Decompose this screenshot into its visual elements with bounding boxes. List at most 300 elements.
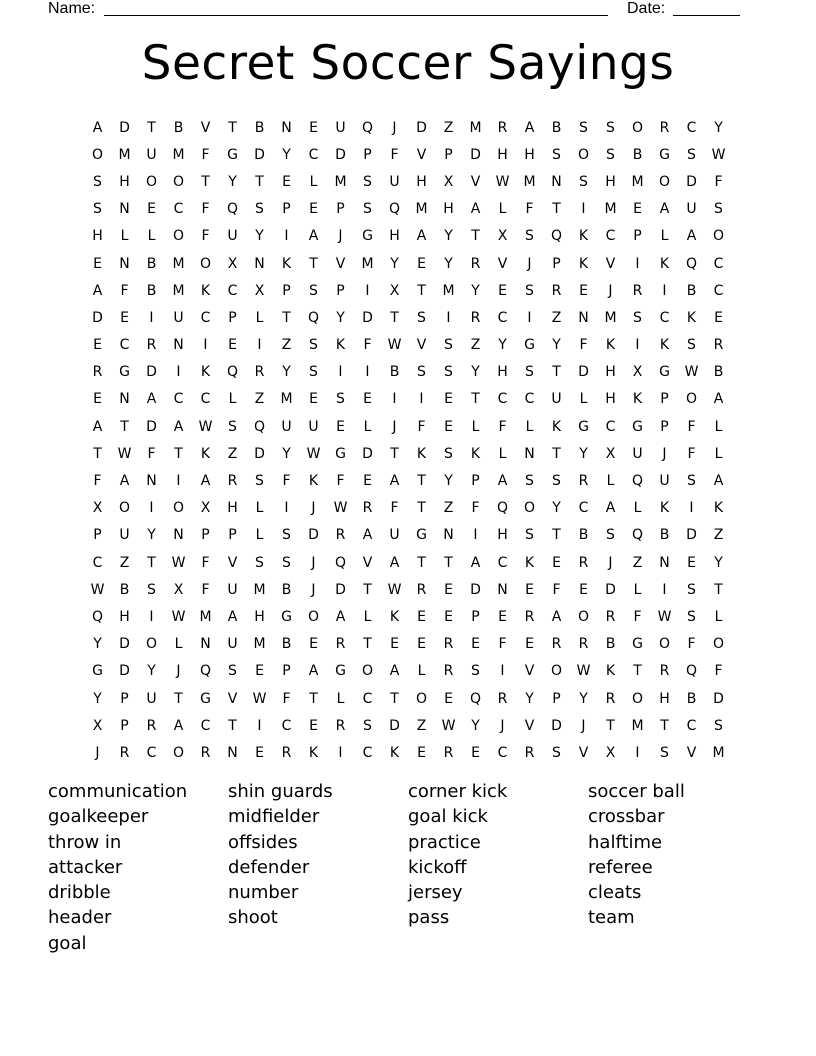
grid-letter: Q xyxy=(388,201,401,218)
grid-letter: Y xyxy=(471,364,480,381)
grid-letter: Z xyxy=(470,337,481,354)
grid-letter: M xyxy=(280,391,293,408)
grid-letter: I xyxy=(284,500,289,517)
grid-letter: G xyxy=(632,636,643,653)
grid-letter: L xyxy=(525,418,534,435)
grid-letter: M xyxy=(334,173,347,190)
grid-letter: A xyxy=(470,201,481,218)
grid-letter: N xyxy=(119,391,130,408)
grid-letter: E xyxy=(120,309,129,326)
grid-letter: H xyxy=(119,608,130,625)
grid-letter: P xyxy=(471,473,480,490)
grid-letter: L xyxy=(174,636,183,653)
grid-letter: U xyxy=(281,418,292,435)
grid-letter: E xyxy=(309,717,318,734)
grid-row xyxy=(84,413,732,440)
grid-letter: S xyxy=(444,337,453,354)
grid-letter: I xyxy=(284,228,289,245)
grid-letter: J xyxy=(95,744,100,761)
grid-row xyxy=(84,549,732,576)
grid-letter: E xyxy=(336,418,345,435)
grid-letter: E xyxy=(525,581,534,598)
grid-letter: F xyxy=(633,608,642,625)
grid-letter: B xyxy=(632,146,643,163)
grid-letter: H xyxy=(497,146,508,163)
grid-letter: I xyxy=(365,364,370,381)
grid-letter: E xyxy=(147,201,156,218)
grid-letter: J xyxy=(527,255,532,272)
grid-letter: K xyxy=(686,309,697,326)
grid-letter: S xyxy=(255,554,264,571)
grid-letter: G xyxy=(200,690,211,707)
grid-letter: L xyxy=(471,418,480,435)
grid-letter: M xyxy=(361,255,374,272)
grid-letter: Q xyxy=(685,663,698,680)
grid-letter: X xyxy=(389,282,400,299)
grid-letter: U xyxy=(335,119,346,136)
grid-letter: D xyxy=(146,418,157,435)
grid-letter: O xyxy=(685,391,698,408)
grid-letter: T xyxy=(282,309,291,326)
grid-letter: O xyxy=(658,636,671,653)
word-list-item: crossbar xyxy=(588,806,665,828)
grid-letter: V xyxy=(686,744,697,761)
grid-letter: E xyxy=(714,309,723,326)
grid-letter: A xyxy=(686,228,697,245)
grid-letter: A xyxy=(92,418,103,435)
grid-letter: E xyxy=(309,119,318,136)
grid-letter: E xyxy=(390,636,399,653)
word-list-item: dribble xyxy=(48,882,111,904)
grid-letter: H xyxy=(254,608,265,625)
grid-letter: G xyxy=(227,146,238,163)
word-list-item: shoot xyxy=(228,907,278,929)
grid-letter: N xyxy=(281,119,292,136)
grid-letter: V xyxy=(416,337,427,354)
grid-letter: M xyxy=(253,581,266,598)
grid-letter: A xyxy=(605,500,616,517)
grid-letter: O xyxy=(658,173,671,190)
grid-letter: I xyxy=(500,663,505,680)
grid-letter: T xyxy=(228,119,237,136)
word-list-item: halftime xyxy=(588,831,663,853)
grid-letter: A xyxy=(389,473,400,490)
grid-letter: R xyxy=(200,744,211,761)
grid-letter: H xyxy=(92,228,103,245)
grid-letter: S xyxy=(633,309,642,326)
grid-letter: A xyxy=(470,554,481,571)
grid-letter: C xyxy=(200,309,211,326)
grid-letter: B xyxy=(686,282,697,299)
grid-letter: E xyxy=(93,337,102,354)
grid-letter: R xyxy=(632,282,643,299)
grid-letter: K xyxy=(200,364,211,381)
grid-letter: Y xyxy=(498,337,507,354)
grid-letter: M xyxy=(172,255,185,272)
grid-letter: R xyxy=(551,636,562,653)
grid-letter: O xyxy=(523,500,536,517)
grid-row xyxy=(84,304,732,331)
grid-letter: Y xyxy=(579,690,588,707)
grid-letter: V xyxy=(200,119,211,136)
grid-letter: D xyxy=(605,581,616,598)
grid-letter: E xyxy=(309,391,318,408)
grid-letter: C xyxy=(497,744,508,761)
grid-letter: E xyxy=(363,391,372,408)
grid-letter: R xyxy=(146,337,157,354)
grid-letter: L xyxy=(660,228,669,245)
grid-letter: O xyxy=(145,636,158,653)
grid-letter: L xyxy=(228,391,237,408)
word-list-item: referee xyxy=(588,856,653,878)
grid-letter: D xyxy=(551,717,562,734)
grid-letter: R xyxy=(659,119,670,136)
grid-letter: T xyxy=(417,554,426,571)
grid-letter: U xyxy=(146,690,157,707)
date-label: Date: xyxy=(627,0,666,17)
grid-letter: T xyxy=(147,554,156,571)
grid-row xyxy=(84,712,732,739)
grid-letter: X xyxy=(632,364,643,381)
grid-letter: S xyxy=(687,581,696,598)
grid-letter: P xyxy=(660,391,669,408)
grid-letter: H xyxy=(524,146,535,163)
grid-letter: E xyxy=(471,636,480,653)
grid-letter: W xyxy=(387,337,402,354)
grid-letter: Q xyxy=(334,554,347,571)
grid-letter: A xyxy=(92,119,103,136)
grid-letter: L xyxy=(336,690,345,707)
grid-letter: D xyxy=(119,119,130,136)
grid-letter: S xyxy=(282,554,291,571)
grid-letter: G xyxy=(335,445,346,462)
grid-letter: G xyxy=(119,364,130,381)
grid-letter: T xyxy=(471,228,480,245)
grid-letter: Y xyxy=(282,364,291,381)
grid-letter: P xyxy=(552,255,561,272)
grid-letter: S xyxy=(606,146,615,163)
grid-letter: A xyxy=(551,608,562,625)
grid-letter: Y xyxy=(552,337,561,354)
grid-letter: E xyxy=(579,581,588,598)
grid-letter: B xyxy=(713,364,724,381)
grid-letter: P xyxy=(201,527,210,544)
grid-letter: X xyxy=(92,717,103,734)
grid-letter: J xyxy=(500,717,505,734)
grid-letter: E xyxy=(309,636,318,653)
grid-letter: P xyxy=(552,690,561,707)
grid-letter: J xyxy=(338,228,343,245)
grid-letter: J xyxy=(392,418,397,435)
grid-letter: D xyxy=(254,445,265,462)
grid-letter: S xyxy=(687,146,696,163)
grid-letter: S xyxy=(255,473,264,490)
grid-letter: E xyxy=(444,418,453,435)
grid-letter: S xyxy=(552,146,561,163)
grid-letter: S xyxy=(579,119,588,136)
grid-letter: D xyxy=(146,364,157,381)
grid-letter: K xyxy=(281,255,292,272)
grid-letter: Q xyxy=(631,527,644,544)
grid-letter: W xyxy=(252,690,267,707)
grid-letter: R xyxy=(578,554,589,571)
word-list-item: soccer ball xyxy=(588,781,685,802)
grid-letter: I xyxy=(581,201,586,218)
grid-letter: C xyxy=(578,500,589,517)
grid-letter: I xyxy=(473,527,478,544)
grid-letter: T xyxy=(552,201,561,218)
grid-letter: M xyxy=(631,717,644,734)
grid-letter: A xyxy=(713,391,724,408)
grid-letter: Z xyxy=(632,554,643,571)
grid-letter: P xyxy=(336,282,345,299)
grid-letter: Y xyxy=(93,690,102,707)
grid-letter: G xyxy=(362,228,373,245)
grid-letter: H xyxy=(605,391,616,408)
grid-letter: S xyxy=(444,364,453,381)
grid-row xyxy=(84,576,732,603)
grid-row xyxy=(84,223,732,250)
grid-letter: W xyxy=(117,445,132,462)
grid-letter: S xyxy=(579,173,588,190)
grid-letter: I xyxy=(446,309,451,326)
grid-letter: E xyxy=(444,581,453,598)
grid-letter: H xyxy=(659,690,670,707)
grid-letter: R xyxy=(335,636,346,653)
grid-letter: K xyxy=(416,445,427,462)
grid-letter: S xyxy=(525,282,534,299)
grid-letter: D xyxy=(470,581,481,598)
grid-letter: I xyxy=(365,282,370,299)
grid-letter: S xyxy=(417,309,426,326)
grid-letter: S xyxy=(282,527,291,544)
grid-letter: N xyxy=(173,527,184,544)
grid-letter: S xyxy=(363,201,372,218)
grid-row xyxy=(84,467,732,494)
grid-letter: T xyxy=(120,418,129,435)
word-list-item: kickoff xyxy=(408,856,467,878)
grid-letter: I xyxy=(635,255,640,272)
grid-letter: C xyxy=(146,744,157,761)
grid-letter: F xyxy=(336,473,345,490)
grid-letter: B xyxy=(173,119,184,136)
grid-letter: V xyxy=(362,554,373,571)
grid-letter: C xyxy=(173,201,184,218)
grid-letter: Q xyxy=(550,228,563,245)
grid-letter: P xyxy=(228,527,237,544)
grid-letter: D xyxy=(686,527,697,544)
grid-letter: D xyxy=(335,581,346,598)
grid-letter: O xyxy=(631,119,644,136)
grid-row xyxy=(84,685,732,712)
word-list-item: team xyxy=(588,907,635,929)
grid-letter: A xyxy=(308,663,319,680)
grid-letter: S xyxy=(525,364,534,381)
grid-letter: T xyxy=(552,445,561,462)
grid-letter: O xyxy=(172,500,185,517)
grid-letter: Y xyxy=(93,636,102,653)
grid-letter: L xyxy=(255,500,264,517)
word-list-item: practice xyxy=(408,831,481,853)
grid-letter: F xyxy=(147,445,156,462)
grid-letter: C xyxy=(281,717,292,734)
grid-letter: K xyxy=(551,418,562,435)
grid-letter: T xyxy=(471,391,480,408)
grid-letter: S xyxy=(309,282,318,299)
grid-letter: T xyxy=(606,717,615,734)
grid-letter: M xyxy=(469,119,482,136)
grid-letter: A xyxy=(119,473,130,490)
grid-letter: S xyxy=(687,473,696,490)
grid-letter: Y xyxy=(282,445,291,462)
grid-letter: I xyxy=(338,744,343,761)
grid-letter: B xyxy=(146,255,157,272)
grid-letter: M xyxy=(604,309,617,326)
grid-letter: S xyxy=(606,527,615,544)
grid-letter: X xyxy=(443,173,454,190)
grid-letter: L xyxy=(498,201,507,218)
grid-row xyxy=(84,168,732,195)
grid-letter: Q xyxy=(226,201,239,218)
grid-letter: J xyxy=(311,500,316,517)
grid-letter: T xyxy=(552,527,561,544)
grid-letter: W xyxy=(576,663,591,680)
grid-letter: O xyxy=(712,228,725,245)
grid-letter: J xyxy=(608,282,613,299)
word-search-grid xyxy=(84,114,732,767)
grid-letter: E xyxy=(93,391,102,408)
grid-letter: X xyxy=(497,228,508,245)
grid-letter: P xyxy=(93,527,102,544)
grid-letter: M xyxy=(604,201,617,218)
grid-letter: Q xyxy=(253,418,266,435)
grid-letter: D xyxy=(713,690,724,707)
grid-row xyxy=(84,196,732,223)
grid-letter: P xyxy=(444,146,453,163)
grid-letter: G xyxy=(92,663,103,680)
grid-letter: X xyxy=(605,445,616,462)
grid-letter: O xyxy=(550,663,563,680)
grid-letter: L xyxy=(714,608,723,625)
grid-letter: P xyxy=(282,663,291,680)
grid-letter: Q xyxy=(91,608,104,625)
grid-letter: P xyxy=(120,690,129,707)
name-blank-line xyxy=(104,15,608,16)
grid-letter: M xyxy=(199,608,212,625)
grid-letter: F xyxy=(363,337,372,354)
grid-letter: S xyxy=(444,445,453,462)
grid-letter: S xyxy=(660,744,669,761)
grid-letter: D xyxy=(119,663,130,680)
grid-letter: M xyxy=(415,201,428,218)
grid-letter: B xyxy=(119,581,130,598)
grid-letter: C xyxy=(497,391,508,408)
grid-letter: R xyxy=(146,717,157,734)
grid-letter: N xyxy=(497,581,508,598)
grid-row xyxy=(84,250,732,277)
grid-letter: H xyxy=(605,364,616,381)
grid-letter: K xyxy=(470,445,481,462)
grid-letter: O xyxy=(361,663,374,680)
grid-letter: M xyxy=(631,173,644,190)
grid-letter: C xyxy=(119,337,130,354)
grid-letter: W xyxy=(171,608,186,625)
grid-letter: F xyxy=(714,173,723,190)
grid-letter: K xyxy=(713,500,724,517)
grid-letter: L xyxy=(498,445,507,462)
grid-letter: R xyxy=(227,473,238,490)
grid-letter: A xyxy=(524,119,535,136)
grid-letter: N xyxy=(524,445,535,462)
grid-letter: F xyxy=(687,636,696,653)
grid-letter: V xyxy=(605,255,616,272)
word-list-item: goal kick xyxy=(408,806,488,828)
grid-letter: O xyxy=(415,690,428,707)
grid-letter: S xyxy=(417,364,426,381)
grid-letter: R xyxy=(281,744,292,761)
grid-letter: Q xyxy=(469,690,482,707)
grid-letter: U xyxy=(632,445,643,462)
grid-letter: R xyxy=(470,309,481,326)
grid-letter: I xyxy=(392,391,397,408)
grid-letter: O xyxy=(577,608,590,625)
grid-letter: U xyxy=(227,228,238,245)
grid-letter: Z xyxy=(551,309,562,326)
grid-letter: Q xyxy=(685,255,698,272)
grid-letter: S xyxy=(552,473,561,490)
grid-letter: T xyxy=(417,473,426,490)
grid-letter: B xyxy=(578,527,589,544)
grid-letter: U xyxy=(119,527,130,544)
grid-letter: T xyxy=(552,364,561,381)
grid-letter: J xyxy=(311,554,316,571)
grid-letter: T xyxy=(201,173,210,190)
grid-letter: U xyxy=(146,146,157,163)
grid-letter: C xyxy=(713,255,724,272)
grid-letter: B xyxy=(551,119,562,136)
grid-letter: V xyxy=(227,554,238,571)
grid-letter: S xyxy=(552,744,561,761)
grid-letter: E xyxy=(525,636,534,653)
grid-letter: T xyxy=(363,636,372,653)
grid-letter: R xyxy=(443,663,454,680)
word-list-item: number xyxy=(228,882,299,904)
grid-letter: F xyxy=(471,500,480,517)
grid-letter: L xyxy=(363,608,372,625)
grid-letter: U xyxy=(551,391,562,408)
grid-letter: E xyxy=(93,255,102,272)
grid-letter: Q xyxy=(496,500,509,517)
grid-letter: N xyxy=(227,744,238,761)
word-list xyxy=(48,780,768,957)
grid-letter: D xyxy=(92,309,103,326)
grid-letter: R xyxy=(443,744,454,761)
grid-letter: P xyxy=(363,146,372,163)
grid-letter: X xyxy=(254,282,265,299)
grid-letter: M xyxy=(523,173,536,190)
grid-letter: F xyxy=(417,418,426,435)
grid-letter: C xyxy=(362,690,373,707)
grid-letter: A xyxy=(227,608,238,625)
grid-letter: R xyxy=(605,690,616,707)
grid-letter: Z xyxy=(713,527,724,544)
name-date-line xyxy=(48,0,748,20)
grid-letter: F xyxy=(579,337,588,354)
grid-letter: F xyxy=(120,282,129,299)
grid-letter: X xyxy=(200,500,211,517)
grid-letter: V xyxy=(524,663,535,680)
grid-letter: E xyxy=(471,744,480,761)
